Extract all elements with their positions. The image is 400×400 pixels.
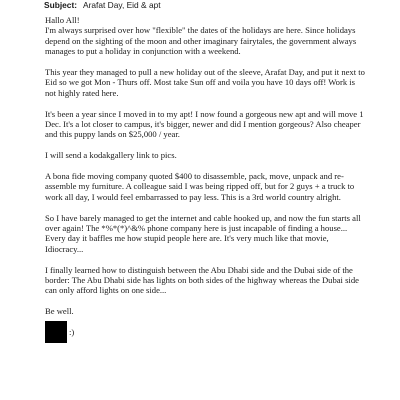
letter-body <box>45 15 365 345</box>
paragraph-3: It's been a year since I moved in to my apt! I now found a gorgeous new apt and will move 1 Dec. It's a lot closer to campus, it's bigger, newer and did I mention gorgeous? Also cheaper and this puppy lands on $25,000 / year. <box>45 108 364 140</box>
signature <box>45 321 365 345</box>
subject-label: Subject: <box>44 0 78 10</box>
smiley-text: :) <box>69 326 75 337</box>
paragraph-4: I will send a kodakgallery link to pics. <box>45 150 177 161</box>
greeting-text: Hallo All! <box>45 15 80 25</box>
signoff: Be well. <box>45 306 74 317</box>
redacted-name-block <box>45 321 67 343</box>
email-subject-line <box>44 0 161 10</box>
paragraph-1: I'm always surprised over how "flexible" the dates of the holidays are here. Since holidays depend on the sighting of the moon and other imaginary fairytales, the government always manages to put a holiday in conjunction with a weekend. <box>45 25 357 57</box>
paragraph-6: So I have barely managed to get the internet and cable hooked up, and now the fun starts all over again! The *%*(*)^&% phone company here is just incapable of finding a house... Every day it baffles me how stupid people here are. It's very much like that movie, Idiocracy... <box>45 212 361 254</box>
subject-value: Arafat Day, Eid & apt <box>83 0 161 10</box>
paragraph-7: I finally learned how to distinguish between the Abu Dhabi side and the Dubai side of the border: The Abu Dhabi side has lights on both sides of the highway whereas the Dubai side can only afford lights on one side... <box>45 264 359 296</box>
paragraph-5: A bona fide moving company quoted $400 to disassemble, pack, move, unpack and re-assemble my furniture. A colleague said I was being ripped off, but for 2 guys + a truck to work all day, I would feel embarrassed to pay less. This is a 3rd world country alright. <box>45 171 355 202</box>
paragraph-2: This year they managed to pull a new holiday out of the sleeve, Arafat Day, and put it next to Eid so we got Mon - Thurs off. Most take Sun off and voila you have 10 days off! Work is not highly rated here. <box>45 67 365 98</box>
greeting <box>45 15 365 57</box>
